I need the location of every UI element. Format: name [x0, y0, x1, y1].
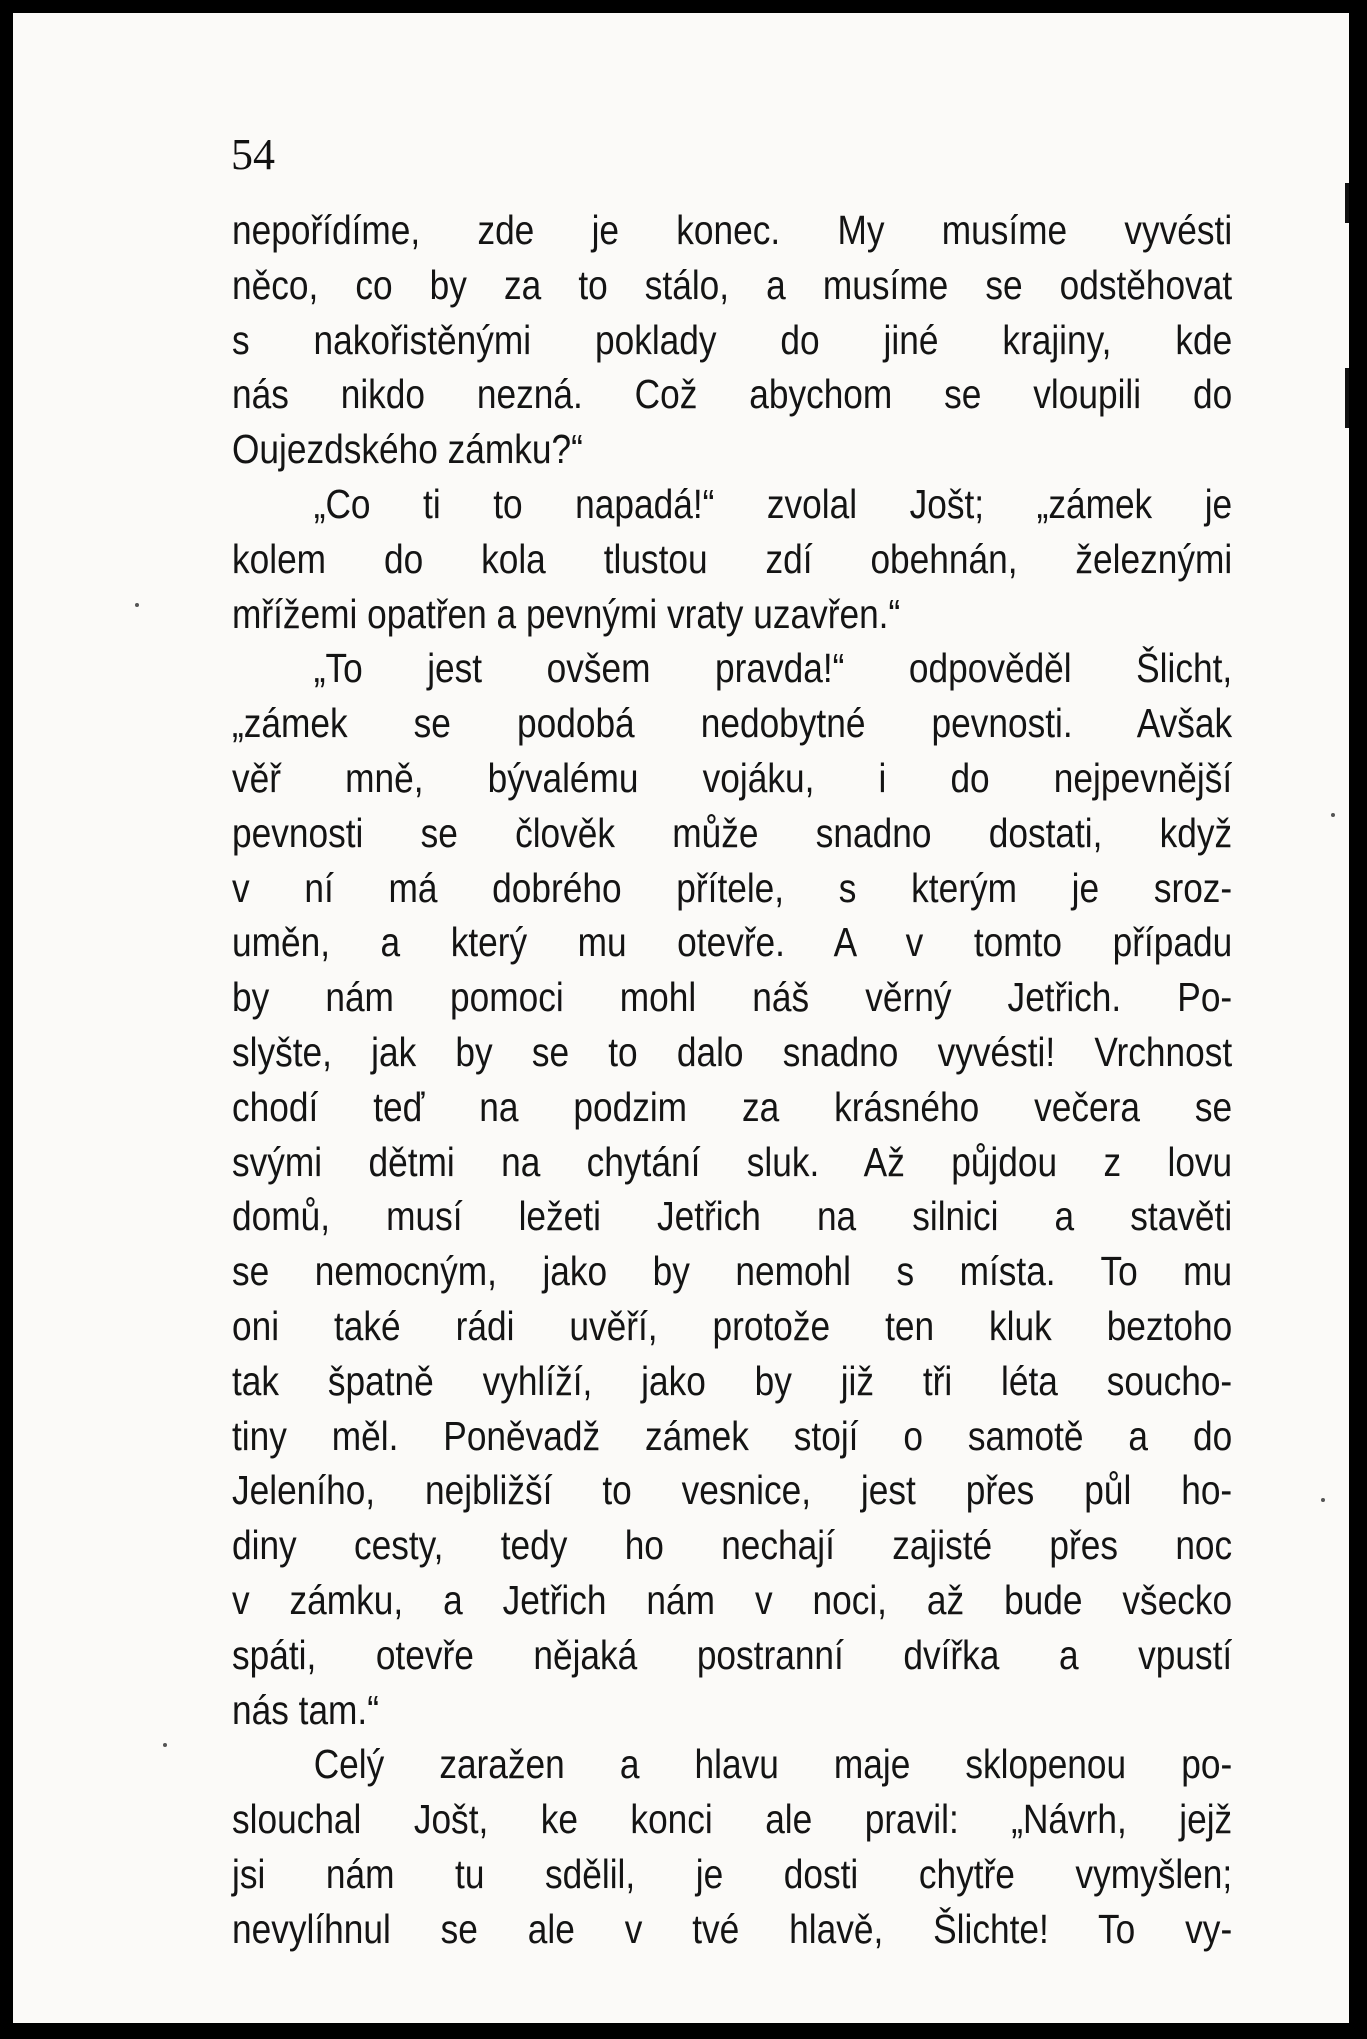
body-text — [232, 203, 1232, 1957]
text-line: nevylíhnul se ale v tvé hlavě, Šlichte! To vy- — [232, 1905, 1233, 1952]
text-line: tak špatně vyhlíží, jako by již tři léta soucho- — [232, 1357, 1233, 1404]
text-line: nás tam.“ — [232, 1686, 379, 1733]
text-line: slouchal Jošt, ke konci ale pravil: „Návrh, jejž — [232, 1796, 1233, 1843]
text-line: s nakořistěnými poklady do jiné krajiny, kde — [232, 316, 1233, 363]
text-line: domů, musí ležeti Jetřich na silnici a stavěti — [232, 1193, 1233, 1240]
text-line: spáti, otevře nějaká postranní dvířka a vpustí — [232, 1631, 1233, 1678]
text-line: nepořídíme, zde je konec. My musíme vyvésti — [232, 207, 1233, 253]
text-line: kolem do kola tlustou zdí obehnán, železnými — [232, 535, 1233, 582]
text-line: slyšte, jak by se to dalo snadno vyvésti! Vrchnost — [232, 1028, 1233, 1075]
text-line: Celý zaražen a hlavu maje sklopenou po- — [313, 1741, 1233, 1788]
text-line: Jeleního, nejbližší to vesnice, jest přes půl ho- — [232, 1467, 1233, 1514]
text-line: chodí teď na podzim za krásného večera se — [232, 1083, 1233, 1130]
edge-mark — [1345, 183, 1349, 223]
text-line: pevnosti se člověk může snadno dostati, když — [232, 809, 1233, 856]
book-page — [13, 13, 1349, 2023]
text-line: v zámku, a Jetřich nám v noci, až bude všecko — [232, 1576, 1233, 1623]
ink-speck — [1331, 813, 1335, 817]
text-line: „Co ti to napadá!“ zvolal Jošt; „zámek je — [313, 480, 1233, 527]
text-line: svými dětmi na chytání sluk. Až půjdou z lovu — [232, 1138, 1233, 1185]
text-line: se nemocným, jako by nemohl s místa. To mu — [232, 1248, 1233, 1295]
ink-speck — [1321, 1498, 1325, 1502]
text-line: „zámek se podobá nedobytné pevnosti. Avšak — [232, 700, 1233, 747]
text-line: by nám pomoci mohl náš věrný Jetřich. Po- — [232, 974, 1233, 1021]
ink-speck — [135, 603, 139, 607]
page-number: 54 — [231, 130, 275, 179]
text-line: mřížemi opatřen a pevnými vraty uzavřen.“ — [232, 590, 901, 637]
text-line: něco, co by za to stálo, a musíme se odstěhovat — [232, 261, 1233, 308]
text-line: věř mně, bývalému vojáku, i do nejpevnější — [232, 754, 1233, 801]
text-line: diny cesty, tedy ho nechají zajisté přes noc — [232, 1522, 1233, 1569]
text-line: jsi nám tu sdělil, je dosti chytře vymyšlen; — [232, 1850, 1233, 1897]
edge-mark — [1345, 368, 1349, 428]
text-line: v ní má dobrého přítele, s kterým je sroz- — [232, 864, 1233, 911]
text-line: Oujezdského zámku?“ — [232, 426, 583, 473]
text-line: „To jest ovšem pravda!“ odpověděl Šlicht, — [313, 645, 1233, 692]
text-line: nás nikdo nezná. Což abychom se vloupili do — [232, 371, 1233, 418]
text-line: uměn, a který mu otevře. A v tomto případu — [232, 919, 1233, 966]
text-line: tiny měl. Poněvadž zámek stojí o samotě a do — [232, 1412, 1233, 1459]
ink-speck — [163, 1743, 167, 1747]
text-line: oni také rádi uvěří, protože ten kluk beztoho — [232, 1302, 1233, 1349]
